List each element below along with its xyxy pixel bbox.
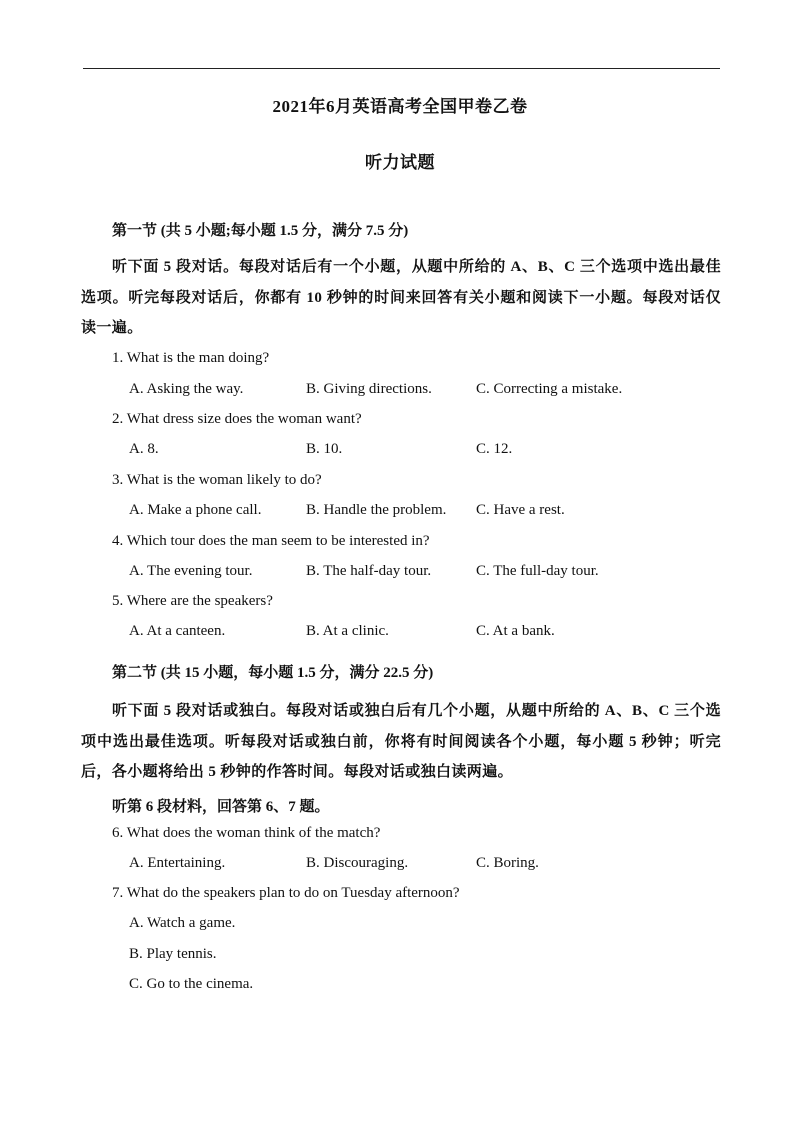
question-7-option-a: A. Watch a game. bbox=[129, 915, 236, 931]
question-6-option-c: C. Boring. bbox=[476, 855, 539, 871]
document-title: 2021年6月英语高考全国甲卷乙卷 bbox=[272, 97, 528, 116]
question-6-option-a: A. Entertaining. bbox=[129, 855, 226, 871]
document-subtitle: 听力试题 bbox=[365, 153, 435, 172]
question-4-option-a: A. The evening tour. bbox=[129, 563, 253, 579]
question-1-option-b: B. Giving directions. bbox=[306, 381, 432, 397]
question-5-option-b: B. At a clinic. bbox=[306, 623, 389, 639]
section-2-instructions: 听下面 5 段对话或独白。每段对话或独白后有几个小题，从题中所给的 A、B、C 三个选项中选出最佳选项。听每段对话或独白前，你将有时间阅读各个小题，每小题 5 秒钟；听完后，各小题将给出 5 秒钟的作答时间。每段对话或独白读两遍。 bbox=[81, 703, 721, 780]
material-6-note: 听第 6 段材料，回答第 6、7 题。 bbox=[112, 799, 330, 815]
question-3-option-a: A. Make a phone call. bbox=[129, 502, 262, 518]
question-2-option-b: B. 10. bbox=[306, 441, 343, 457]
question-7-option-b: B. Play tennis. bbox=[129, 946, 217, 962]
question-1-option-c: C. Correcting a mistake. bbox=[476, 381, 623, 397]
question-4-option-b: B. The half-day tour. bbox=[306, 563, 432, 579]
question-3-stem: 3. What is the woman likely to do? bbox=[112, 472, 322, 488]
question-4-stem: 4. Which tour does the man seem to be interested in? bbox=[112, 533, 430, 549]
question-2-option-a: A. 8. bbox=[129, 441, 159, 457]
question-6-option-b: B. Discouraging. bbox=[306, 855, 409, 871]
question-3-option-b: B. Handle the problem. bbox=[306, 502, 447, 518]
question-2-stem: 2. What dress size does the woman want? bbox=[112, 411, 362, 427]
header-rule bbox=[83, 68, 720, 69]
question-5-option-c: C. At a bank. bbox=[476, 623, 555, 639]
section-1-instructions: 听下面 5 段对话。每段对话后有一个小题，从题中所给的 A、B、C 三个选项中选出最佳选项。听完每段对话后，你都有 10 秒钟的时间来回答有关小题和阅读下一小题。每段对话仅读一遍。 bbox=[81, 259, 721, 336]
question-1-stem: 1. What is the man doing? bbox=[112, 350, 270, 366]
question-7-stem: 7. What do the speakers plan to do on Tuesday afternoon? bbox=[112, 885, 460, 901]
question-1-option-a: A. Asking the way. bbox=[129, 381, 244, 397]
question-4-option-c: C. The full-day tour. bbox=[476, 563, 599, 579]
question-7-option-c: C. Go to the cinema. bbox=[129, 976, 254, 992]
question-3-option-c: C. Have a rest. bbox=[476, 502, 565, 518]
question-2-option-c: C. 12. bbox=[476, 441, 513, 457]
section-1-heading: 第一节 (共 5 小题;每小题 1.5 分，满分 7.5 分) bbox=[112, 223, 409, 239]
section-2-heading: 第二节 (共 15 小题，每小题 1.5 分，满分 22.5 分) bbox=[112, 665, 434, 681]
question-5-stem: 5. Where are the speakers? bbox=[112, 593, 273, 609]
question-5-option-a: A. At a canteen. bbox=[129, 623, 226, 639]
question-6-stem: 6. What does the woman think of the match? bbox=[112, 825, 381, 841]
